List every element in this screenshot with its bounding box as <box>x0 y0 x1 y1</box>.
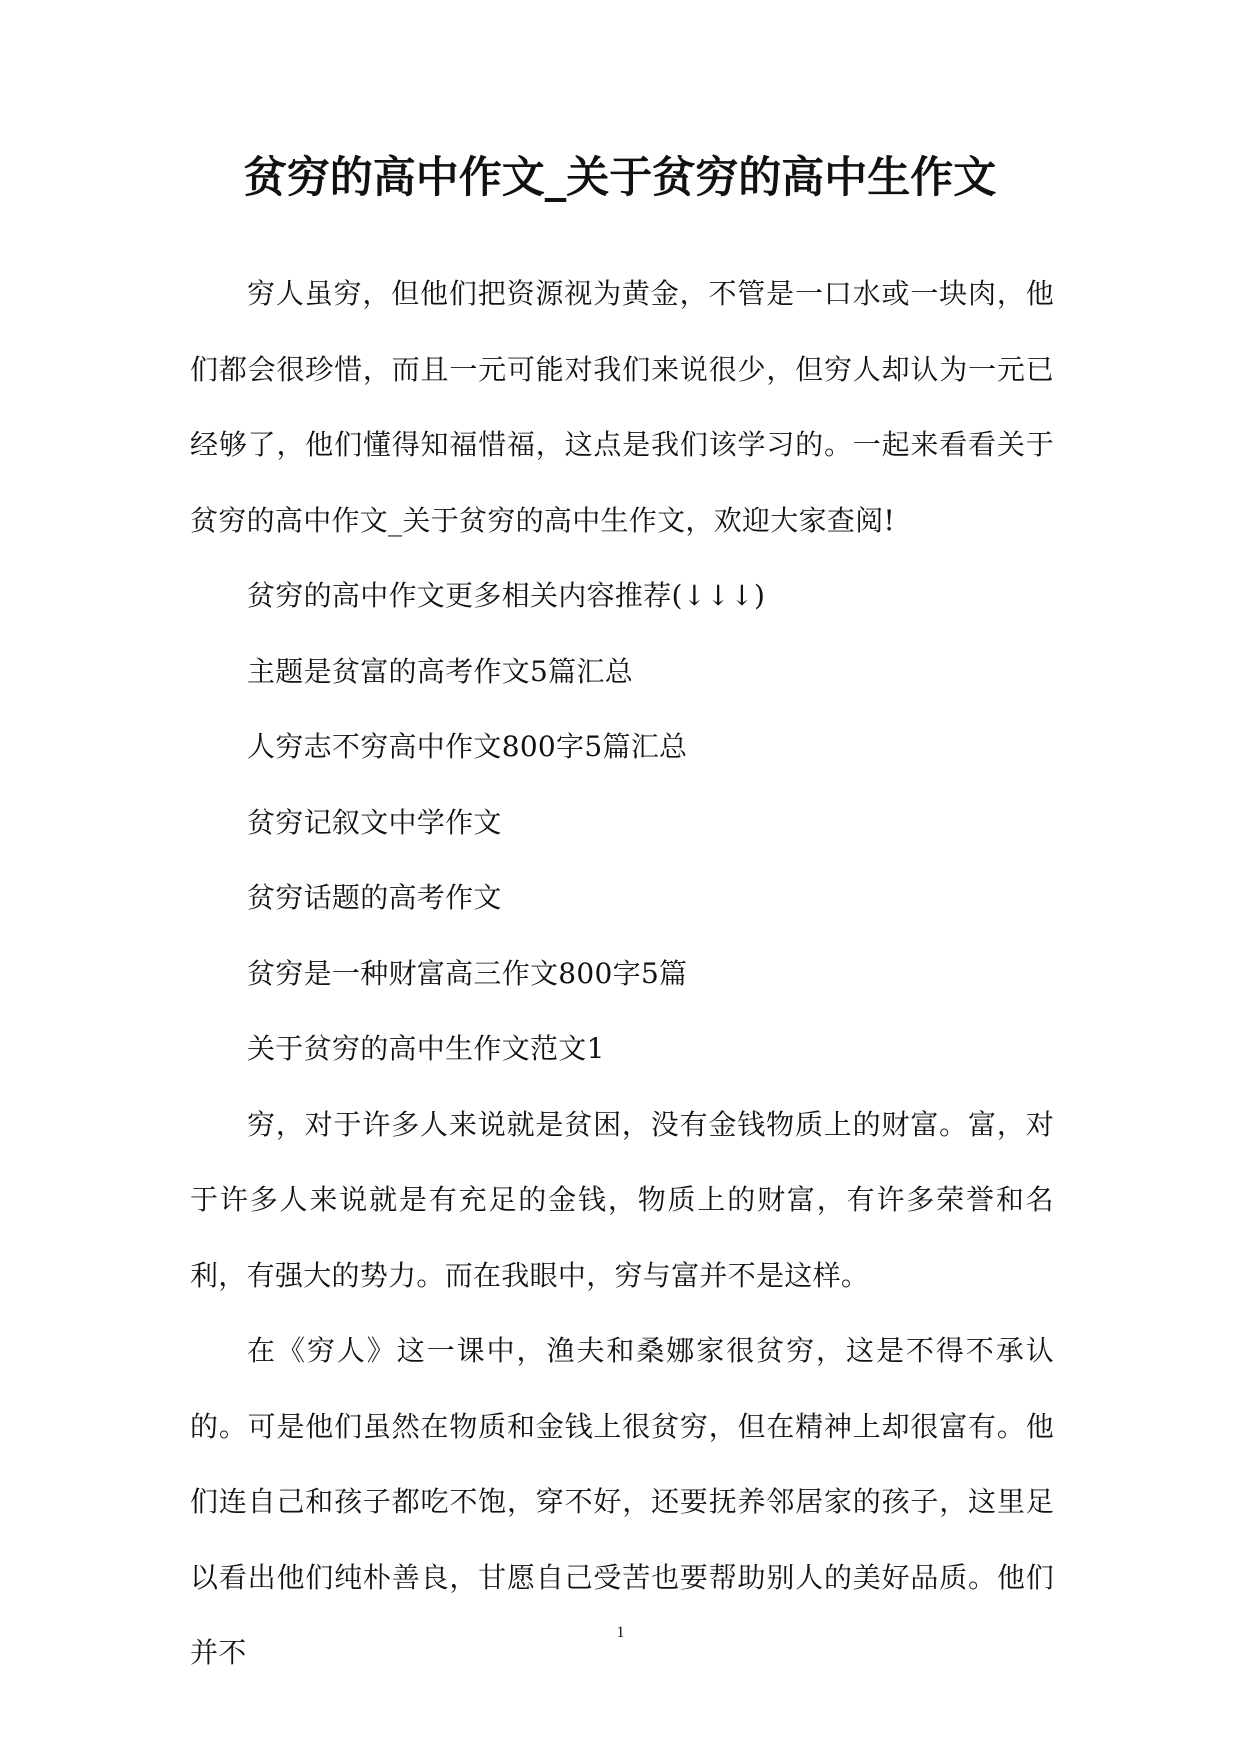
list-item: 人穷志不穷高中作文800字5篇汇总 <box>247 730 688 763</box>
paragraph-body: 在《穷人》这一课中，渔夫和桑娜家很贫穷，这是不得不承认的。可是他们虽然在物质和金钱上很贫穷，但在精神上却很富有。他们连自己和孩子都吃不饱，穿不好，还要抚养邻居家的孩子，这里足以看出他们纯朴善良，甘愿自己受苦也要帮助别人的美好品质。他们并不 <box>190 1334 1054 1669</box>
paragraph-recommend-heading: 贫穷的高中作文更多相关内容推荐(↓↓↓) <box>247 579 766 612</box>
list-item: 贫穷是一种财富高三作文800字5篇 <box>247 956 688 990</box>
section-heading: 关于贫穷的高中生作文范文1 <box>247 1032 605 1065</box>
document-title: 贫穷的高中作文_关于贫穷的高中生作文 <box>243 153 997 203</box>
list-item: 贫穷记叙文中学作文 <box>247 805 502 839</box>
page-number: 1 <box>616 1624 625 1641</box>
list-item: 贫穷话题的高考作文 <box>247 881 502 914</box>
list-item: 主题是贫富的高考作文5篇汇总 <box>247 654 634 688</box>
paragraph-intro: 穷人虽穷，但他们把资源视为黄金，不管是一口水或一块肉，他们都会很珍惜，而且一元可能对我们来说很少，但穷人却认为一元已经够了，他们懂得知福惜福，这点是我们该学习的。一起来看看关于贫穷的高中作文_关于贫穷的高中生作文，欢迎大家查阅! <box>190 277 1054 537</box>
document-body <box>190 256 1054 1691</box>
paragraph-body: 穷，对于许多人来说就是贫困，没有金钱物质上的财富。富，对于许多人来说就是有充足的金钱，物质上的财富，有许多荣誉和名利，有强大的势力。而在我眼中，穷与富并不是这样。 <box>190 1107 1054 1292</box>
